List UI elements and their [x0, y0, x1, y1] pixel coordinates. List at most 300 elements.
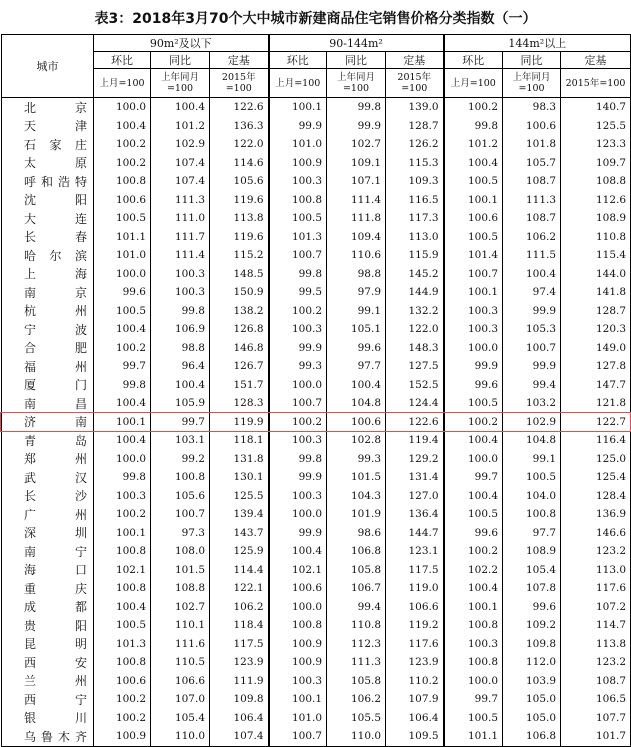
value-cell: 118.4 [210, 616, 269, 635]
value-cell: 97.7 [327, 357, 386, 376]
value-cell: 107.9 [386, 690, 444, 709]
value-cell: 109.4 [327, 228, 386, 247]
value-cell: 124.4 [386, 394, 444, 413]
value-cell: 100.2 [444, 413, 503, 432]
city-cell: 昆 明 [2, 635, 94, 654]
value-cell: 102.1 [269, 561, 327, 580]
value-cell: 100.2 [269, 302, 327, 321]
value-cell: 101.8 [503, 135, 561, 154]
value-cell: 114.6 [210, 154, 269, 173]
value-cell: 99.6 [503, 598, 561, 617]
value-cell: 116.5 [386, 191, 444, 210]
value-cell: 100.6 [327, 413, 386, 432]
value-cell: 148.3 [386, 339, 444, 358]
value-cell: 101.0 [94, 246, 151, 265]
value-cell: 99.6 [94, 283, 151, 302]
sub-header-mom: 环比 [94, 52, 151, 69]
value-cell: 98.8 [151, 339, 210, 358]
value-cell: 145.2 [386, 265, 444, 284]
value-cell: 111.8 [327, 209, 386, 228]
value-cell: 99.3 [269, 357, 327, 376]
value-cell: 100.8 [269, 616, 327, 635]
sub-header-base: 定基 [210, 52, 269, 69]
value-cell: 115.3 [386, 154, 444, 173]
value-cell: 100.7 [269, 394, 327, 413]
value-cell: 122.0 [386, 320, 444, 339]
value-cell: 108.0 [151, 542, 210, 561]
value-cell: 139.4 [210, 505, 269, 524]
city-cell: 西 宁 [2, 690, 94, 709]
value-cell: 108.7 [503, 209, 561, 228]
value-cell: 109.5 [386, 727, 444, 746]
city-cell: 北 京 [2, 98, 94, 117]
table-row [2, 616, 631, 635]
table-row [2, 635, 631, 654]
value-cell: 99.2 [151, 450, 210, 469]
value-cell: 105.0 [503, 690, 561, 709]
value-cell: 100.4 [151, 98, 210, 117]
value-cell: 99.1 [503, 450, 561, 469]
table-row [2, 690, 631, 709]
value-cell: 100.4 [94, 431, 151, 450]
value-cell: 106.2 [503, 228, 561, 247]
value-cell: 100.6 [94, 191, 151, 210]
value-cell: 100.0 [269, 505, 327, 524]
value-cell: 105.4 [503, 561, 561, 580]
value-cell: 107.4 [151, 172, 210, 191]
value-cell: 100.0 [94, 265, 151, 284]
value-cell: 100.0 [444, 339, 503, 358]
value-cell: 100.4 [444, 431, 503, 450]
value-cell: 100.4 [444, 487, 503, 506]
value-cell: 97.3 [151, 524, 210, 543]
sub-header-yoy: 同比 [327, 52, 386, 69]
value-cell: 100.8 [94, 653, 151, 672]
value-cell: 100.5 [444, 505, 503, 524]
base-prev-year: 上年同月=100 [151, 69, 210, 98]
value-cell: 100.6 [444, 209, 503, 228]
value-cell: 100.2 [94, 709, 151, 728]
value-cell: 99.8 [269, 450, 327, 469]
value-cell: 111.6 [151, 635, 210, 654]
value-cell: 106.8 [503, 727, 561, 746]
value-cell: 111.3 [503, 191, 561, 210]
value-cell: 118.1 [210, 431, 269, 450]
table-row [2, 135, 631, 154]
city-cell: 海 口 [2, 561, 94, 580]
value-cell: 111.3 [151, 191, 210, 210]
value-cell: 144.0 [561, 265, 631, 284]
value-cell: 100.1 [94, 413, 151, 432]
value-cell: 106.2 [327, 690, 386, 709]
value-cell: 100.4 [269, 542, 327, 561]
value-cell: 99.8 [327, 98, 386, 117]
value-cell: 119.9 [210, 413, 269, 432]
value-cell: 100.8 [444, 653, 503, 672]
value-cell: 141.8 [561, 283, 631, 302]
value-cell: 100.6 [503, 117, 561, 136]
value-cell: 110.0 [327, 727, 386, 746]
value-cell: 102.9 [503, 413, 561, 432]
value-cell: 108.7 [561, 672, 631, 691]
value-cell: 101.0 [269, 709, 327, 728]
group-header-large: 144m²以上 [444, 35, 631, 52]
value-cell: 106.4 [386, 709, 444, 728]
value-cell: 99.6 [444, 524, 503, 543]
value-cell: 102.7 [151, 598, 210, 617]
value-cell: 99.1 [327, 302, 386, 321]
value-cell: 116.4 [561, 431, 631, 450]
value-cell: 136.3 [210, 117, 269, 136]
value-cell: 100.5 [503, 468, 561, 487]
value-cell: 100.3 [94, 487, 151, 506]
value-cell: 117.5 [386, 561, 444, 580]
value-cell: 100.3 [151, 265, 210, 284]
value-cell: 146.8 [210, 339, 269, 358]
value-cell: 100.3 [444, 320, 503, 339]
value-cell: 109.1 [327, 154, 386, 173]
city-cell: 青 岛 [2, 431, 94, 450]
city-cell: 福 州 [2, 357, 94, 376]
value-cell: 104.8 [503, 431, 561, 450]
value-cell: 108.8 [561, 172, 631, 191]
value-cell: 110.0 [151, 727, 210, 746]
value-cell: 100.2 [94, 690, 151, 709]
sub-header-base: 定基 [386, 52, 444, 69]
value-cell: 131.4 [386, 468, 444, 487]
value-cell: 114.7 [561, 616, 631, 635]
value-cell: 100.0 [269, 376, 327, 395]
value-cell: 144.9 [386, 283, 444, 302]
city-cell: 合 肥 [2, 339, 94, 358]
value-cell: 101.1 [94, 228, 151, 247]
sub-header-mom: 环比 [269, 52, 327, 69]
value-cell: 147.7 [561, 376, 631, 395]
value-cell: 97.7 [503, 524, 561, 543]
value-cell: 97.4 [503, 283, 561, 302]
value-cell: 122.7 [561, 413, 631, 432]
table-row [2, 505, 631, 524]
value-cell: 110.2 [386, 672, 444, 691]
city-cell: 太 原 [2, 154, 94, 173]
table-row [2, 468, 631, 487]
value-cell: 100.7 [503, 339, 561, 358]
value-cell: 101.0 [269, 135, 327, 154]
value-cell: 106.2 [210, 598, 269, 617]
sub-header-yoy: 同比 [151, 52, 210, 69]
value-cell: 99.8 [269, 265, 327, 284]
value-cell: 100.8 [151, 468, 210, 487]
group-header-small: 90m²及以下 [94, 35, 269, 52]
table-row [2, 542, 631, 561]
value-cell: 101.2 [151, 117, 210, 136]
value-cell: 101.5 [327, 468, 386, 487]
value-cell: 105.5 [327, 709, 386, 728]
value-cell: 96.4 [151, 357, 210, 376]
table-row [2, 191, 631, 210]
value-cell: 99.7 [94, 357, 151, 376]
value-cell: 107.2 [561, 598, 631, 617]
value-cell: 110.8 [327, 616, 386, 635]
city-cell: 南 昌 [2, 394, 94, 413]
value-cell: 107.4 [210, 727, 269, 746]
value-cell: 117.6 [561, 579, 631, 598]
value-cell: 100.1 [269, 690, 327, 709]
value-cell: 106.4 [210, 709, 269, 728]
city-cell: 广 州 [2, 505, 94, 524]
value-cell: 127.5 [386, 357, 444, 376]
value-cell: 104.3 [327, 487, 386, 506]
value-cell: 99.4 [327, 598, 386, 617]
value-cell: 105.6 [210, 172, 269, 191]
value-cell: 101.3 [269, 228, 327, 247]
value-cell: 151.7 [210, 376, 269, 395]
table-row [2, 598, 631, 617]
table-row [2, 709, 631, 728]
city-cell: 杭 州 [2, 302, 94, 321]
sub-header-yoy: 同比 [503, 52, 561, 69]
value-cell: 100.8 [94, 172, 151, 191]
value-cell: 102.8 [327, 431, 386, 450]
city-cell: 沈 阳 [2, 191, 94, 210]
value-cell: 99.6 [444, 376, 503, 395]
value-cell: 101.3 [94, 635, 151, 654]
city-cell: 哈尔滨 [2, 246, 94, 265]
value-cell: 108.9 [503, 542, 561, 561]
value-cell: 105.9 [151, 394, 210, 413]
value-cell: 100.9 [269, 635, 327, 654]
value-cell: 100.0 [94, 98, 151, 117]
value-cell: 104.8 [327, 394, 386, 413]
table-header [2, 35, 631, 98]
value-cell: 99.9 [444, 357, 503, 376]
sub-header-base: 定基 [561, 52, 631, 69]
value-cell: 100.4 [94, 394, 151, 413]
value-cell: 123.3 [561, 135, 631, 154]
value-cell: 99.7 [444, 468, 503, 487]
value-cell: 100.6 [269, 579, 327, 598]
value-cell: 126.2 [386, 135, 444, 154]
city-cell: 上 海 [2, 265, 94, 284]
value-cell: 100.3 [444, 635, 503, 654]
value-cell: 128.7 [561, 302, 631, 321]
value-cell: 139.0 [386, 98, 444, 117]
base-prev-month: 上月=100 [94, 69, 151, 98]
value-cell: 123.2 [561, 653, 631, 672]
value-cell: 122.6 [210, 98, 269, 117]
value-cell: 122.6 [386, 413, 444, 432]
value-cell: 126.7 [210, 357, 269, 376]
table-row [2, 339, 631, 358]
value-cell: 105.4 [151, 709, 210, 728]
city-cell: 郑 州 [2, 450, 94, 469]
value-cell: 100.0 [444, 450, 503, 469]
value-cell: 127.8 [561, 357, 631, 376]
value-cell: 100.1 [444, 598, 503, 617]
value-cell: 102.9 [151, 135, 210, 154]
value-cell: 152.5 [386, 376, 444, 395]
value-cell: 107.4 [151, 154, 210, 173]
table-row [2, 117, 631, 136]
sub-header-mom: 环比 [444, 52, 503, 69]
value-cell: 110.6 [327, 246, 386, 265]
value-cell: 143.7 [210, 524, 269, 543]
table-row [2, 487, 631, 506]
value-cell: 99.9 [269, 468, 327, 487]
value-cell: 117.5 [210, 635, 269, 654]
value-cell: 150.9 [210, 283, 269, 302]
value-cell: 105.3 [503, 320, 561, 339]
value-cell: 100.4 [444, 154, 503, 173]
value-cell: 101.4 [444, 246, 503, 265]
value-cell: 100.3 [151, 283, 210, 302]
value-cell: 106.9 [151, 320, 210, 339]
value-cell: 100.5 [444, 228, 503, 247]
value-cell: 108.8 [151, 579, 210, 598]
value-cell: 122.1 [210, 579, 269, 598]
value-cell: 140.7 [561, 98, 631, 117]
value-cell: 99.9 [327, 117, 386, 136]
value-cell: 100.3 [269, 431, 327, 450]
value-cell: 100.4 [94, 598, 151, 617]
value-cell: 100.7 [151, 505, 210, 524]
value-cell: 119.4 [386, 431, 444, 450]
value-cell: 99.9 [269, 117, 327, 136]
table-row [2, 302, 631, 321]
value-cell: 100.4 [94, 117, 151, 136]
value-cell: 100.2 [94, 505, 151, 524]
value-cell: 99.4 [503, 376, 561, 395]
value-cell: 125.5 [561, 117, 631, 136]
value-cell: 111.3 [327, 653, 386, 672]
value-cell: 146.6 [561, 524, 631, 543]
value-cell: 100.2 [94, 339, 151, 358]
value-cell: 100.7 [269, 246, 327, 265]
value-cell: 123.2 [561, 542, 631, 561]
value-cell: 148.5 [210, 265, 269, 284]
table-row [2, 228, 631, 247]
value-cell: 115.4 [561, 246, 631, 265]
table-row [2, 431, 631, 450]
value-cell: 100.9 [269, 154, 327, 173]
base-2015: 2015年=100 [210, 69, 269, 98]
value-cell: 100.0 [444, 672, 503, 691]
value-cell: 100.1 [269, 98, 327, 117]
value-cell: 100.0 [269, 598, 327, 617]
value-cell: 111.4 [327, 191, 386, 210]
value-cell: 138.2 [210, 302, 269, 321]
city-cell: 大 连 [2, 209, 94, 228]
table-row [2, 394, 631, 413]
table-row [2, 561, 631, 580]
city-cell: 南 京 [2, 283, 94, 302]
base-prev-month: 上月=100 [269, 69, 327, 98]
value-cell: 109.2 [503, 616, 561, 635]
value-cell: 105.8 [327, 561, 386, 580]
value-cell: 120.3 [561, 320, 631, 339]
value-cell: 100.4 [327, 376, 386, 395]
table-row [2, 653, 631, 672]
value-cell: 115.2 [210, 246, 269, 265]
value-cell: 102.7 [327, 135, 386, 154]
value-cell: 119.2 [386, 616, 444, 635]
city-cell: 成 都 [2, 598, 94, 617]
value-cell: 105.8 [327, 672, 386, 691]
table-row [2, 413, 631, 432]
value-cell: 149.0 [561, 339, 631, 358]
value-cell: 112.3 [327, 635, 386, 654]
value-cell: 103.9 [503, 672, 561, 691]
value-cell: 129.2 [386, 450, 444, 469]
value-cell: 119.6 [210, 228, 269, 247]
value-cell: 100.8 [269, 191, 327, 210]
price-index-table [1, 34, 631, 747]
table-row [2, 283, 631, 302]
city-cell: 兰 州 [2, 672, 94, 691]
table-row [2, 154, 631, 173]
table-row [2, 450, 631, 469]
value-cell: 101.7 [561, 727, 631, 746]
value-cell: 100.2 [444, 98, 503, 117]
value-cell: 100.2 [94, 135, 151, 154]
city-cell: 天 津 [2, 117, 94, 136]
city-cell: 长 春 [2, 228, 94, 247]
value-cell: 99.9 [503, 302, 561, 321]
value-cell: 100.0 [94, 450, 151, 469]
value-cell: 101.5 [151, 561, 210, 580]
table-row [2, 98, 631, 117]
value-cell: 101.2 [444, 135, 503, 154]
value-cell: 100.7 [444, 265, 503, 284]
table-row [2, 320, 631, 339]
city-header: 城市 [2, 35, 94, 98]
value-cell: 115.9 [386, 246, 444, 265]
value-cell: 99.6 [327, 339, 386, 358]
value-cell: 98.8 [327, 265, 386, 284]
city-cell: 长 沙 [2, 487, 94, 506]
value-cell: 109.7 [561, 154, 631, 173]
group-header-mid: 90-144m² [269, 35, 444, 52]
value-cell: 99.8 [94, 468, 151, 487]
table-row [2, 357, 631, 376]
value-cell: 100.9 [94, 727, 151, 746]
value-cell: 100.3 [269, 487, 327, 506]
value-cell: 113.8 [561, 635, 631, 654]
value-cell: 132.2 [386, 302, 444, 321]
city-cell: 乌鲁木齐 [2, 727, 94, 746]
city-cell: 石家庄 [2, 135, 94, 154]
table-row [2, 265, 631, 284]
value-cell: 113.8 [210, 209, 269, 228]
value-cell: 100.5 [94, 302, 151, 321]
value-cell: 123.9 [210, 653, 269, 672]
value-cell: 100.2 [94, 154, 151, 173]
value-cell: 98.6 [327, 524, 386, 543]
table-title: 表3：2018年3月70个大中城市新建商品住宅销售价格分类指数（一） [94, 11, 537, 27]
value-cell: 100.4 [94, 320, 151, 339]
value-cell: 111.9 [210, 672, 269, 691]
value-cell: 99.8 [94, 376, 151, 395]
value-cell: 100.2 [444, 542, 503, 561]
value-cell: 100.5 [444, 709, 503, 728]
value-cell: 123.1 [386, 542, 444, 561]
value-cell: 100.8 [444, 616, 503, 635]
value-cell: 100.2 [269, 413, 327, 432]
value-cell: 130.1 [210, 468, 269, 487]
value-cell: 111.5 [503, 246, 561, 265]
city-cell: 宁 波 [2, 320, 94, 339]
value-cell: 119.6 [210, 191, 269, 210]
